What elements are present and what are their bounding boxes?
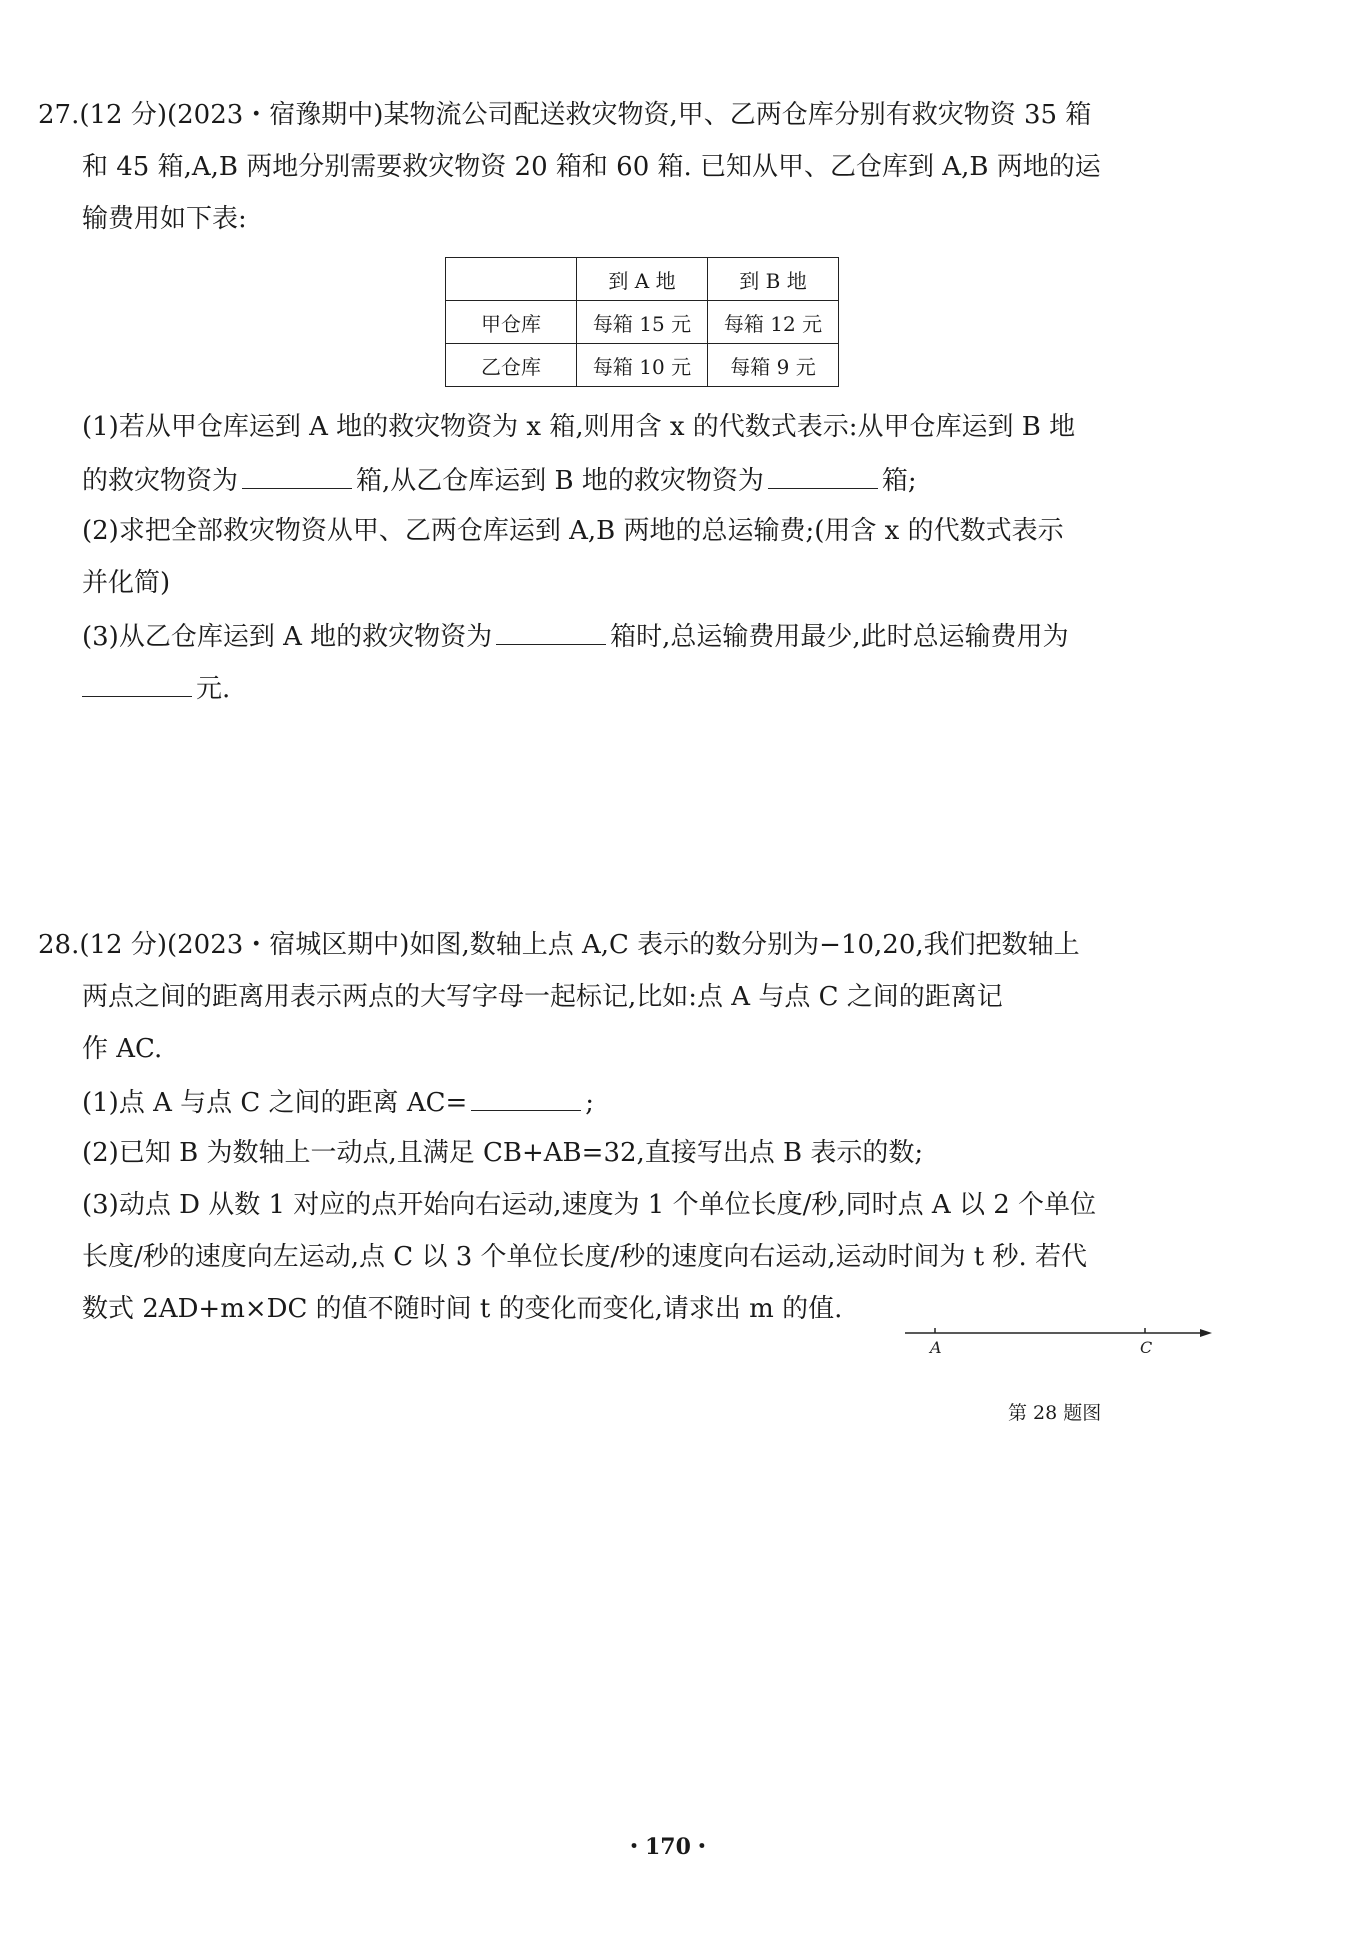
q28-line1: 28.(12 分)(2023・宿城区期中)如图,数轴上点 A,C 表示的数分别为−10,20,我们把数轴上 — [38, 930, 1080, 960]
point-label-a: A — [930, 1338, 942, 1357]
table-cell: 乙仓库 — [446, 344, 577, 387]
q27-part3-text-c: 元. — [196, 674, 231, 704]
q28-part3-line3: 数式 2AD+m×DC 的值不随时间 t 的变化而变化,请求出 m 的值. — [82, 1294, 843, 1324]
table-row — [446, 301, 839, 344]
q27-line3: 输费用如下表: — [82, 204, 247, 234]
table-header-row — [446, 258, 839, 301]
answer-blank[interactable] — [471, 1084, 581, 1111]
q28-line2: 两点之间的距离用表示两点的大写字母一起标记,比如:点 A 与点 C 之间的距离记 — [82, 982, 1003, 1012]
table-cell: 每箱 10 元 — [577, 344, 708, 387]
q28-part3-line1: (3)动点 D 从数 1 对应的点开始向右运动,速度为 1 个单位长度/秒,同时点 A 以 2 个单位 — [82, 1190, 1097, 1220]
q28-part3-line2: 长度/秒的速度向左运动,点 C 以 3 个单位长度/秒的速度向右运动,运动时间为 t 秒. 若代 — [82, 1242, 1088, 1272]
q27-line2: 和 45 箱,A,B 两地分别需要救灾物资 20 箱和 60 箱. 已知从甲、乙仓库到 A,B 两地的运 — [82, 152, 1101, 182]
arrow-head-icon — [1200, 1329, 1212, 1337]
table-cell: 到 B 地 — [708, 258, 839, 301]
q27-part3-text-a: (3)从乙仓库运到 A 地的救灾物资为 — [82, 622, 493, 652]
point-label-c: C — [1140, 1338, 1153, 1357]
table-cell: 每箱 9 元 — [708, 344, 839, 387]
q27-part1-line2 — [82, 462, 917, 498]
q28-line3: 作 AC. — [82, 1034, 163, 1064]
q27-part3-line1 — [82, 618, 1069, 654]
table-cell: 每箱 12 元 — [708, 301, 839, 344]
answer-blank[interactable] — [496, 618, 606, 645]
q27-part1-text-c: 箱; — [881, 466, 917, 496]
table-row — [446, 344, 839, 387]
page-number: ・170・ — [623, 1834, 713, 1860]
q28-part2: (2)已知 B 为数轴上一动点,且满足 CB+AB=32,直接写出点 B 表示的数; — [82, 1138, 924, 1168]
q28-part1-text-a: (1)点 A 与点 C 之间的距离 AC= — [82, 1088, 468, 1118]
q27-part3-text-b: 箱时,总运输费用最少,此时总运输费用为 — [610, 622, 1069, 652]
table-cell: 甲仓库 — [446, 301, 577, 344]
table-cell: 到 A 地 — [577, 258, 708, 301]
freight-cost-table — [445, 257, 839, 387]
answer-blank[interactable] — [768, 462, 878, 489]
answer-blank[interactable] — [242, 462, 352, 489]
q27-part3-line2 — [82, 670, 230, 706]
figure-caption: 第 28 题图 — [1008, 1402, 1102, 1424]
q28-part1-text-b: ; — [585, 1088, 595, 1118]
q27-part1-text-a: 的救灾物资为 — [82, 466, 239, 496]
answer-blank[interactable] — [82, 670, 192, 697]
q27-part1-line1: (1)若从甲仓库运到 A 地的救灾物资为 x 箱,则用含 x 的代数式表示:从甲仓库运到 B 地 — [82, 412, 1076, 442]
q27-part2-line2: 并化简) — [82, 568, 171, 598]
table-cell — [446, 258, 577, 301]
q27-part1-text-b: 箱,从乙仓库运到 B 地的救灾物资为 — [356, 466, 764, 496]
table-cell: 每箱 15 元 — [577, 301, 708, 344]
q27-part2-line1: (2)求把全部救灾物资从甲、乙两仓库运到 A,B 两地的总运输费;(用含 x 的代数式表示 — [82, 516, 1064, 546]
number-line-figure — [900, 1325, 1220, 1375]
q28-part1 — [82, 1084, 594, 1120]
q27-line1: 27.(12 分)(2023・宿豫期中)某物流公司配送救灾物资,甲、乙两仓库分别有救灾物资 35 箱 — [38, 100, 1092, 130]
